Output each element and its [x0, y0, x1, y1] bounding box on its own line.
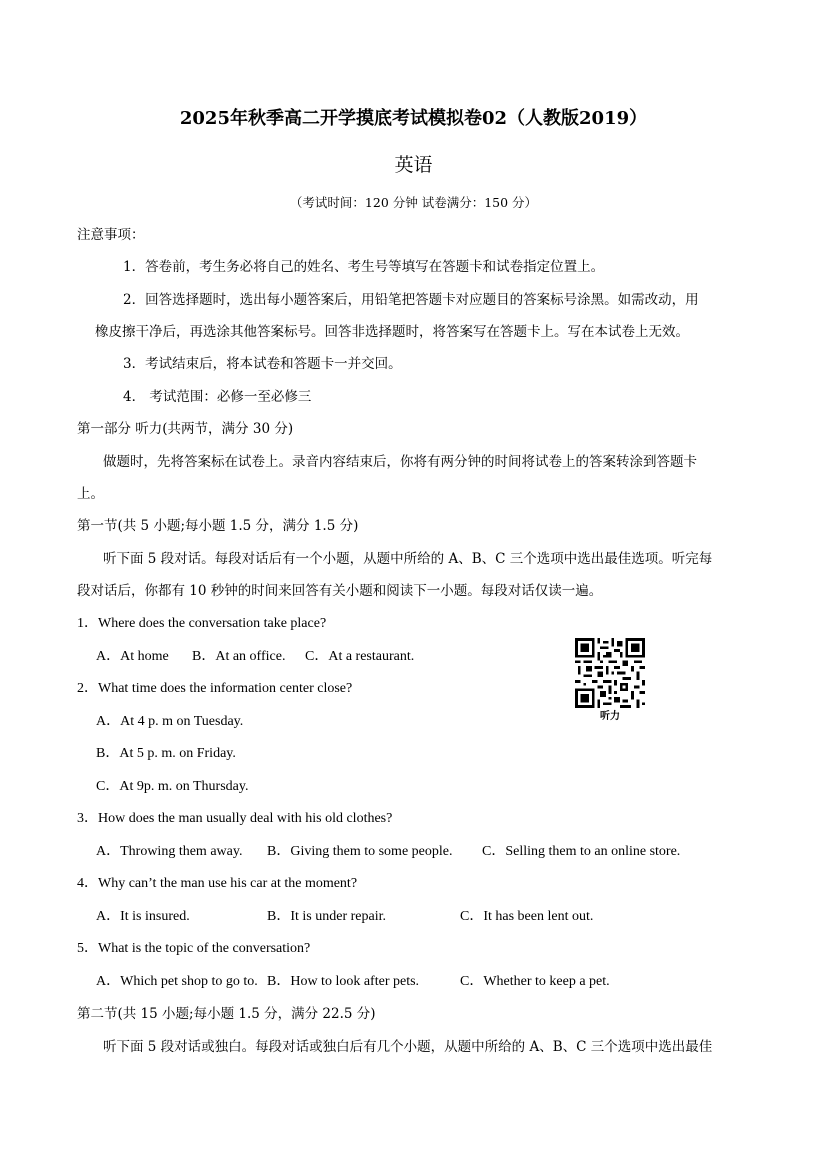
- section1-intro-line-2: 段对话后，你都有 10 秒钟的时间来回答有关小题和阅读下一小题。每段对话仅读一遍。: [77, 583, 603, 599]
- part1-heading: 第一部分 听力(共两节，满分 30 分): [77, 421, 294, 437]
- question-stem: 4．Why can’t the man use his car at the moment?: [77, 876, 358, 891]
- option-c: C．Whether to keep a pet.: [460, 974, 610, 989]
- question-stem: 1．Where does the conversation take place?: [77, 616, 327, 631]
- qr-code-icon: [575, 638, 645, 708]
- question-3-options: [96, 843, 680, 861]
- option-a: A．At home: [96, 649, 169, 664]
- option-a: A．Throwing them away.: [96, 844, 243, 859]
- option-b: B．It is under repair.: [267, 909, 386, 924]
- question-stem: 5．What is the topic of the conversation?: [77, 941, 311, 956]
- note-item-2-line-1: 2．回答选择题时，选出每小题答案后，用铅笔把答题卡对应题目的答案标号涂黑。如需改动，用: [123, 292, 699, 308]
- option-c: C．Selling them to an online store.: [482, 844, 681, 859]
- exam-time-info: （考试时间：120 分钟 试卷满分：150 分）: [289, 195, 538, 210]
- option-a: A．At 4 p. m on Tuesday.: [96, 714, 244, 729]
- question-5-options: [96, 973, 610, 991]
- option-a: A．It is insured.: [96, 909, 190, 924]
- subject-title: 英语: [394, 154, 433, 176]
- note-item-3: 3．考试结束后，将本试卷和答题卡一并交回。: [123, 356, 402, 372]
- section2-heading: 第二节(共 15 小题;每小题 1.5 分，满分 22.5 分): [77, 1006, 376, 1022]
- option-b: B．Giving them to some people.: [267, 844, 453, 859]
- section2-intro-line-1: 听下面 5 段对话或独白。每段对话或独白后有几个小题，从题中所给的 A、B、C 三个选项中选出最佳: [103, 1039, 713, 1055]
- note-item-4: 4． 考试范围：必修一至必修三: [123, 389, 312, 405]
- question-stem: 2．What time does the information center close?: [77, 681, 353, 696]
- section1-heading: 第一节(共 5 小题;每小题 1.5 分，满分 1.5 分): [77, 518, 359, 534]
- option-b: B．How to look after pets.: [267, 974, 420, 989]
- option-b: B．At an office.: [192, 649, 286, 664]
- option-b: B．At 5 p. m. on Friday.: [96, 746, 236, 761]
- question-stem: 3．How does the man usually deal with his old clothes?: [77, 811, 393, 826]
- question-1-options: [96, 648, 414, 666]
- option-a: A．Which pet shop to go to.: [96, 974, 258, 989]
- part1-intro-line-2: 上。: [77, 486, 104, 502]
- question-4-options: [96, 908, 593, 926]
- option-c: C．At a restaurant.: [305, 649, 415, 664]
- qr-label: 听力: [600, 711, 620, 722]
- note-item-2-line-2: 橡皮擦干净后，再选涂其他答案标号。回答非选择题时，将答案写在答题卡上。写在本试卷上无效。: [95, 324, 689, 340]
- note-item-1: 1．答卷前，考生务必将自己的姓名、考生号等填写在答题卡和试卷指定位置上。: [123, 259, 605, 275]
- option-c: C．It has been lent out.: [460, 909, 594, 924]
- exam-title: 2025年秋季高二开学摸底考试模拟卷02（人教版2019）: [179, 108, 648, 129]
- notes-heading: 注意事项：: [77, 227, 145, 243]
- section1-intro-line-1: 听下面 5 段对话。每段对话后有一个小题，从题中所给的 A、B、C 三个选项中选出最佳选项。听完每: [103, 551, 713, 567]
- part1-intro-line-1: 做题时，先将答案标在试卷上。录音内容结束后，你将有两分钟的时间将试卷上的答案转涂到答题卡: [103, 454, 697, 470]
- option-c: C．At 9p. m. on Thursday.: [96, 779, 249, 794]
